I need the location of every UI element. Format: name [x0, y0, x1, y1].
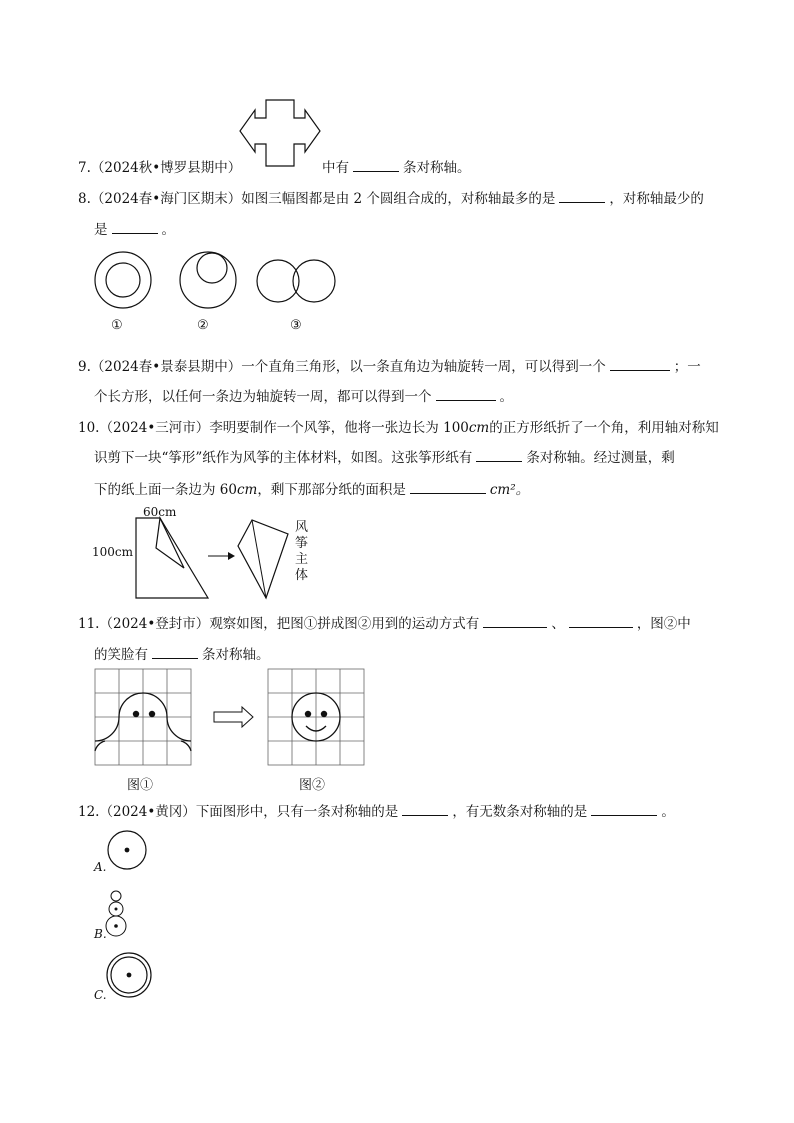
q11-grid-2	[268, 669, 364, 765]
q8-line2	[94, 218, 175, 238]
q11-text1b: 、	[551, 616, 565, 632]
q10-fig-right-label	[295, 520, 309, 584]
q7-source: （2024秋•博罗县期中）	[90, 160, 242, 176]
q10-source: （2024•三河市）	[99, 420, 210, 436]
q9-blank-1[interactable]	[610, 358, 670, 371]
q12-line1	[78, 800, 675, 820]
q11-caption-1: 图①	[127, 778, 154, 793]
q11-figures	[94, 668, 369, 770]
q12-option-c-figure	[107, 953, 151, 997]
q9-text2: ；一	[673, 359, 701, 375]
q7-text-end: 条对称轴。	[403, 160, 471, 176]
q10-unit-1: cm	[468, 420, 490, 436]
q11-text1a: 观察如图，把图①拼成图②用到的运动方式有	[209, 616, 480, 632]
q10-number: 10.	[78, 420, 100, 436]
q12-option-c-label: C.	[94, 988, 107, 1002]
q10-fig-left-label: 100cm	[92, 545, 134, 559]
q11-source: （2024•登封市）	[99, 616, 210, 632]
q9-text3: 个长方形，以任何一条边为轴旋转一周，都可以得到一个	[94, 389, 432, 405]
q12-option-a-label: A.	[94, 860, 107, 874]
q11-text1c: ，图②中	[636, 616, 691, 632]
q10-text1a: 李明要制作一个风筝，他将一张边长为 100	[209, 420, 469, 436]
q12-option-b-label: B.	[94, 927, 107, 941]
q8-figure-3	[257, 260, 335, 302]
q10-blank-area[interactable]	[410, 481, 486, 494]
q12-blank-1[interactable]	[402, 803, 448, 816]
q8-source: （2024春•海门区期末）	[90, 191, 242, 207]
q11-text2a: 的笑脸有	[94, 647, 148, 663]
q12-option-figures	[100, 825, 160, 1005]
q8-label-3: ③	[290, 318, 302, 333]
q8-figure-1	[95, 252, 151, 308]
q11-text2b: 条对称轴。	[202, 647, 270, 663]
q11-line1	[78, 612, 691, 632]
q7-answer-blank[interactable]	[353, 159, 399, 172]
q7-number: 7.	[78, 160, 91, 176]
q12-option-a-figure	[108, 831, 146, 869]
q11-blank-2[interactable]	[569, 615, 633, 628]
q10-text3a: 下的纸上面一条边为 60	[94, 482, 237, 498]
q11-caption-2: 图②	[299, 778, 326, 793]
q10-blank-axes[interactable]	[476, 449, 522, 462]
q12-text2: ，有无数条对称轴的是	[452, 804, 588, 820]
q9-source: （2024春•景泰县期中）	[90, 359, 242, 375]
q10-unit-2: cm	[236, 482, 258, 498]
q7-line-end	[322, 156, 471, 176]
q10-text3b: ，剩下那部分纸的面积是	[257, 482, 406, 498]
q8-blank-most[interactable]	[559, 190, 605, 203]
q9-line2	[94, 385, 513, 405]
q12-text1: 下面图形中，只有一条对称轴的是	[195, 804, 399, 820]
q8-text1: 如图三幅图都是由 2 个圆组合成的，对称轴最多的是	[241, 191, 556, 207]
q10-fig-right-char-1: 风	[295, 520, 309, 535]
q10-fig-top-label: 60cm	[143, 505, 177, 519]
q10-fig-right-char-4: 体	[295, 568, 309, 583]
q12-option-b-figure	[106, 891, 126, 936]
q10-text1b: 的正方形纸折了一个角，利用轴对称知	[489, 420, 719, 436]
q9-number: 9.	[78, 359, 91, 375]
q8-blank-least[interactable]	[112, 221, 158, 234]
q11-number: 11.	[78, 616, 100, 632]
q7-cross-arrow-figure	[238, 98, 322, 168]
q12-text3: 。	[661, 804, 675, 820]
q12-number: 12.	[78, 804, 100, 820]
q11-arrow	[214, 707, 253, 727]
q9-text4: 。	[499, 389, 513, 405]
q8-figures	[90, 248, 350, 318]
q9-text1: 一个直角三角形，以一条直角边为轴旋转一周，可以得到一个	[241, 359, 606, 375]
q10-line1	[78, 416, 719, 436]
q8-text3: 是	[94, 222, 108, 238]
q11-blank-1[interactable]	[483, 615, 547, 628]
q10-text2a: 识剪下一块“筝形”纸作为风筝的主体材料，如图。这张筝形纸有	[94, 450, 473, 466]
q10-kite-figure	[134, 516, 294, 600]
q10-text3c: cm²。	[489, 482, 530, 498]
q8-number: 8.	[78, 191, 91, 207]
q9-line1	[78, 355, 701, 375]
q9-blank-2[interactable]	[436, 388, 496, 401]
q10-text2b: 条对称轴。经过测量，剩	[526, 450, 675, 466]
q12-source: （2024•黄冈）	[99, 804, 196, 820]
q8-figure-2	[180, 252, 236, 308]
q8-label-1: ①	[111, 318, 123, 333]
q11-blank-3[interactable]	[152, 646, 198, 659]
q11-line2	[94, 643, 270, 663]
q10-fig-right-char-3: 主	[295, 552, 309, 567]
q10-line3	[94, 478, 529, 498]
q10-fig-right-char-2: 筝	[295, 536, 309, 551]
q8-label-2: ②	[197, 318, 209, 333]
q8-text2: ，对称轴最少的	[609, 191, 704, 207]
q7-text-mid: 中有	[322, 160, 349, 176]
q8-text4: 。	[161, 222, 175, 238]
q7-line	[78, 156, 241, 176]
q11-grid-1	[95, 669, 191, 765]
q12-blank-2[interactable]	[591, 803, 657, 816]
q8-line1	[78, 187, 704, 207]
q10-line2	[94, 446, 675, 466]
